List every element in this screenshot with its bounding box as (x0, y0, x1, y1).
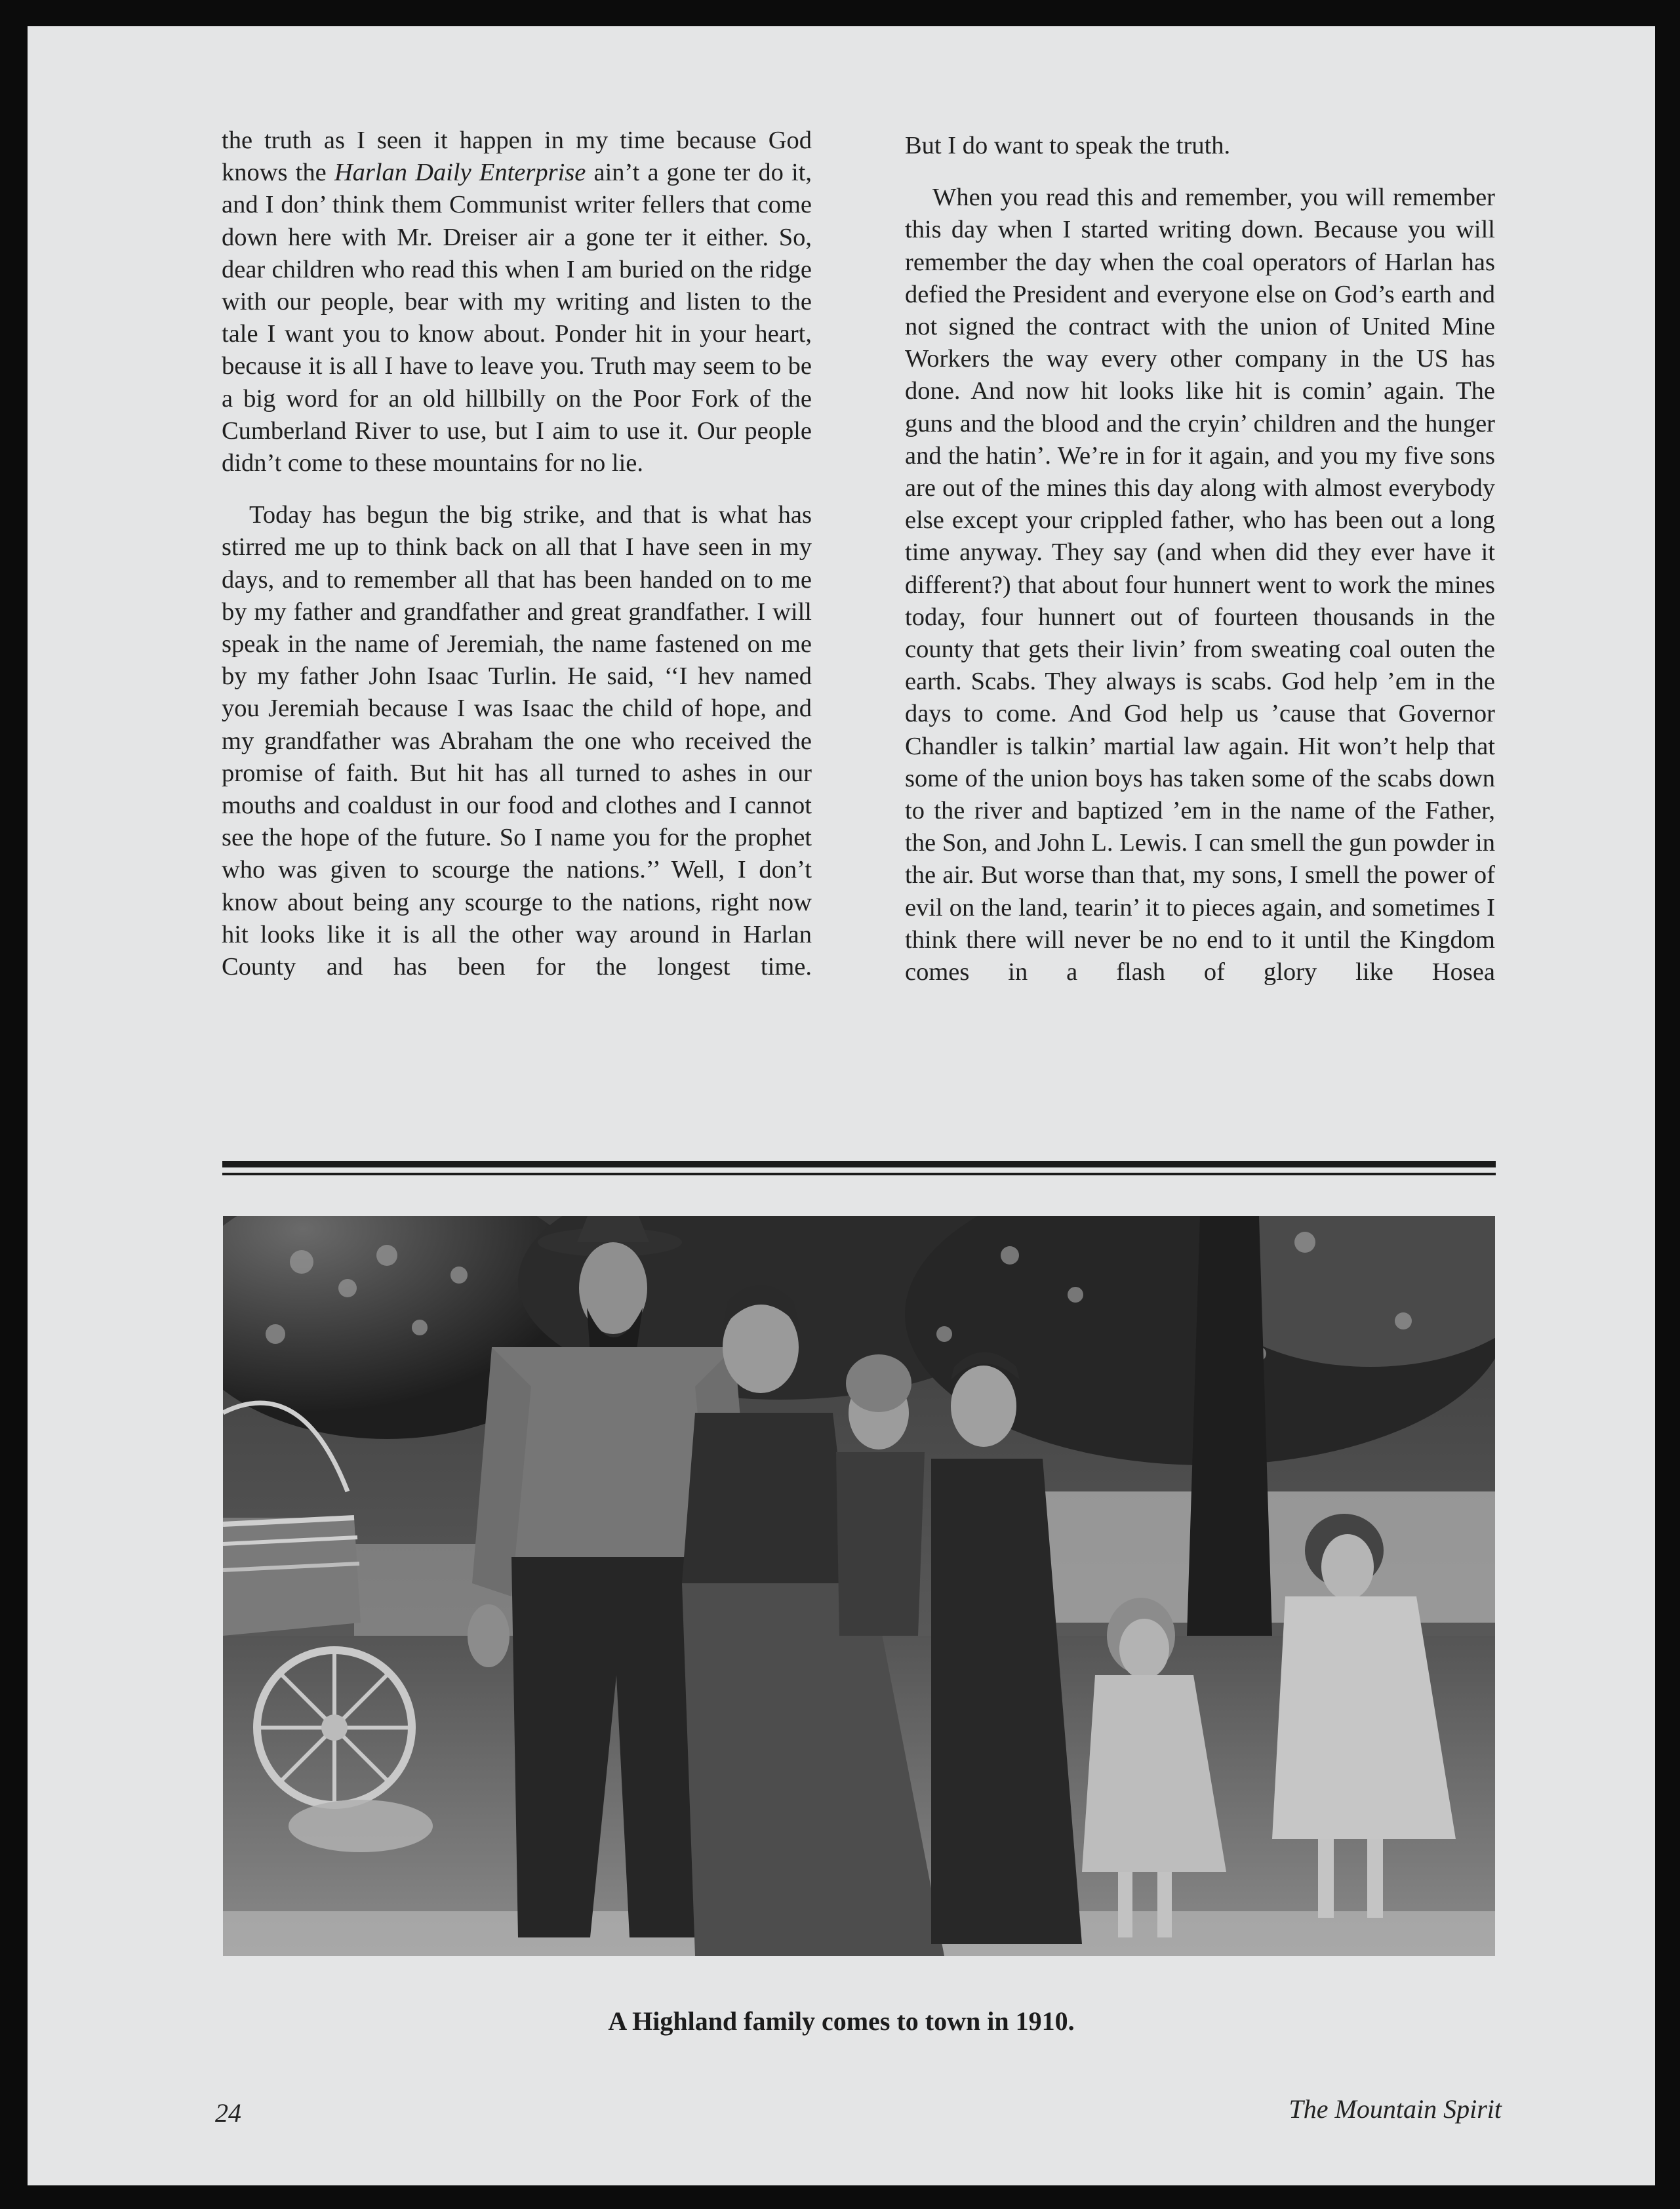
magazine-page (28, 26, 1655, 2185)
photo-caption: A Highland family comes to town in 1910. (608, 2006, 1075, 2036)
left-paragraph-2: Today has begun the big strike, and that is what has stirred me up to think back on all that I have seen in my days, and to remember all that has been handed on to me by my father and grandfather and great grandfather. I will speak in the name of Jeremiah, the name fastened on me by my father John Isaac Turlin. He said, ‘‘I hev named you Jeremiah because I was Isaac the child of hope, and my grandfather was Abraham the one who received the promise of faith. But hit has all turned to ashes in our mouths and coaldust in our food and clothes and I cannot see the hope of the future. So I name you for the prophet who was given to scourge the nations.’’ Well, I don’t know about being any scourge to the nations, right now hit looks like it is all the other way around in Harlan County and has been for the longest time. (222, 501, 812, 981)
photo-illustration (223, 1216, 1495, 1956)
newspaper-title: Harlan Daily Enterprise (334, 159, 586, 187)
page-number: 24 (215, 2098, 241, 2128)
divider-rule-thin (222, 1173, 1496, 1175)
running-title: The Mountain Spirit (1289, 2094, 1502, 2124)
right-paragraph-2: When you read this and remember, you will remember this day when I started writing down. Because you will remember the day when the coal operators of Harlan has defied the President and everyone else on God’s earth and not signed the contract with the union of United Mine Workers the way every other company in the US has done. And now hit looks like hit is comin’ again. The guns and the blood and the cryin’ children and the hunger and the hatin’. We’re in for it again, and you my five sons are out of the mines this day along with almost everybody else except your crippled father, who has been out a long time anyway. They say (and when did they ever have it different?) that about four hunnert went to work the mines today, four hunnert out of fourteen thousands in the county that gets their livin’ from sweating coal outen the earth. Scabs. They always is scabs. God help ’em in the days to come. And God help us ’cause that Governor Chandler is talkin’ martial law again. Hit won’t help that some of the union boys has taken some of the scabs down to the river and baptized ’em in the name of the Father, the Son, and John L. Lewis. I can smell the gun powder in the air. But worse than that, my sons, I smell the power of evil on the land, tearin’ it to pieces again, and sometimes I think there will never be no end to it until the Kingdom comes in a flash of glory like Hosea (905, 184, 1495, 986)
left-paragraph-1: the truth as I seen it happen in my time because God knows the Harlan Daily Enterprise ain’t a gone ter do it, and I don’ think them Communist writer fellers that come down here with Mr. Dreiser air a gone ter it either. So, dear children who read this when I am buried on the ridge with our people, bear with my writing and listen to the tale I want you to know about. Ponder hit in your heart, because it is all I have to leave you. Truth may seem to be a big word for an old hillbilly on the Poor Fork of the Cumberland River to use, but I aim to use it. Our people didn’t come to these mountains for no lie. (222, 127, 812, 477)
left-text-column (222, 125, 812, 983)
right-text-column (905, 130, 1495, 988)
right-paragraph-1: But I do want to speak the truth. (905, 132, 1231, 159)
divider-rule-thick (222, 1161, 1496, 1167)
family-photograph (223, 1216, 1495, 1956)
